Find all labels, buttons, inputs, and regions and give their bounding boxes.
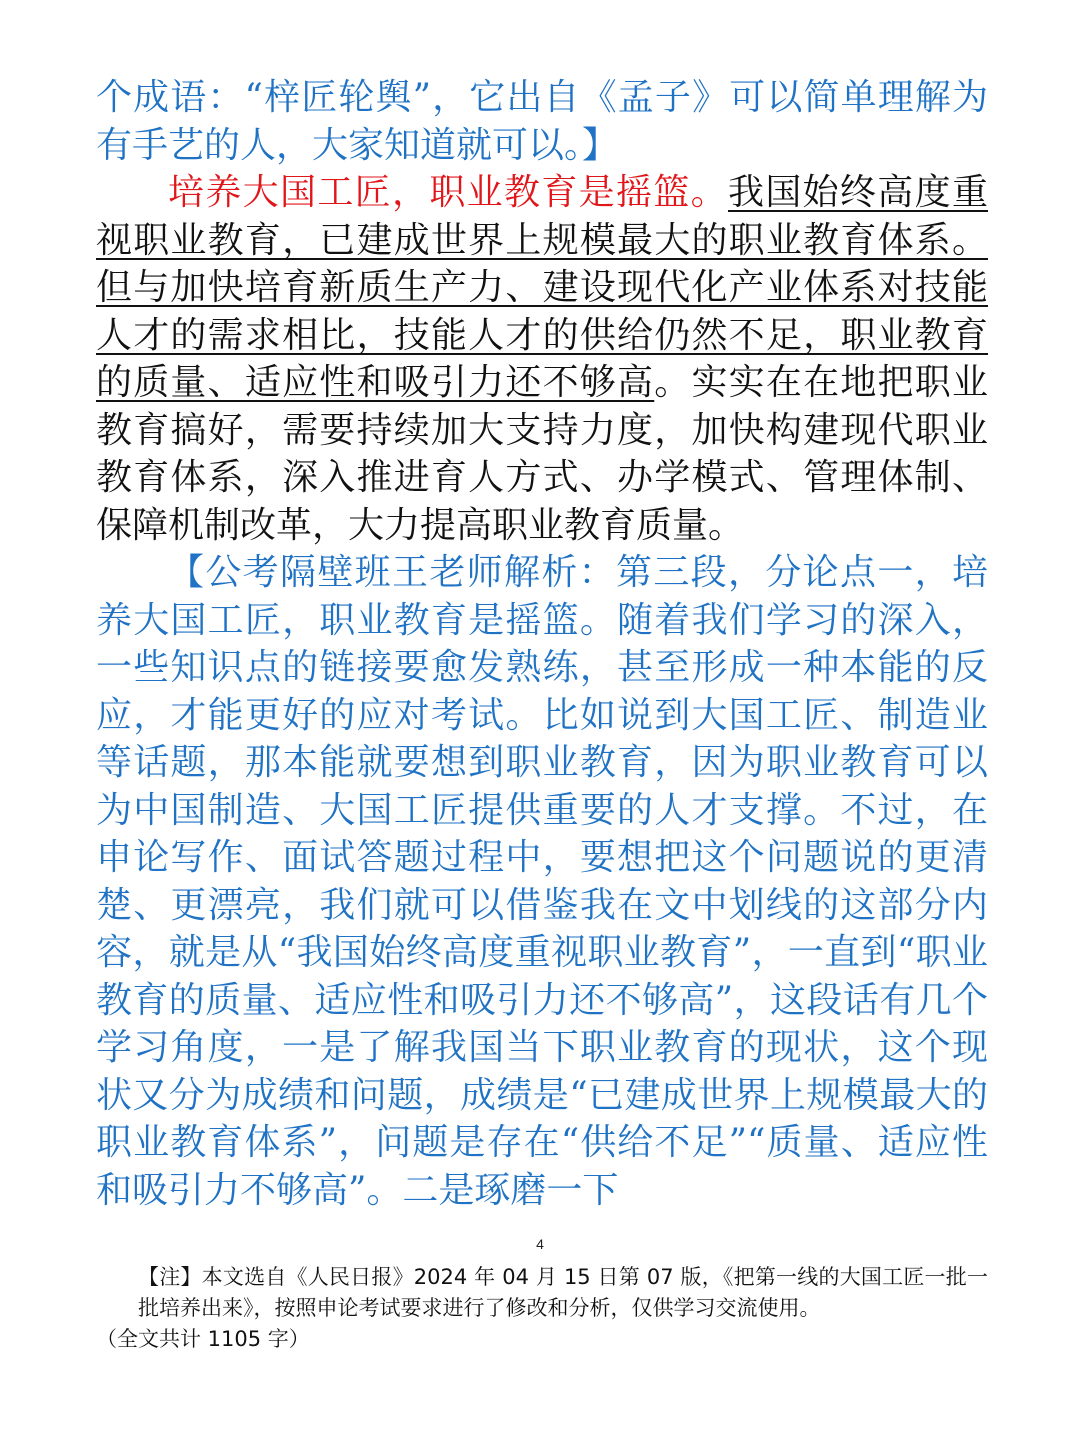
highlighted-thesis: 培养大国工匠，职业教育是摇篮。 [168, 172, 728, 213]
commentary-paragraph-continued: 个成语：“梓匠轮舆”，它出自《孟子》可以简单理解为有手艺的人，大家知道就可以。】 [96, 77, 988, 166]
document-page [96, 74, 988, 1214]
body-paragraph [96, 169, 988, 549]
commentary-paragraph: 【公考隔壁班王老师解析：第三段，分论点一，培养大国工匠，职业教育是摇篮。随着我们学习的深入，一些知识点的链接要愈发熟练，甚至形成一种本能的反应，才能更好的应对考试。比如说到大国工匠、制造业等话题，那本能就要想到职业教育，因为职业教育可以为中国制造、大国工匠提供重要的人才支撑。不过，在申论写作、面试答题过程中，要想把这个问题说的更清楚、更漂亮，我们就可以借鉴我在文中划线的这部分内容，就是从“我国始终高度重视职业教育”，一直到“职业教育的质量、适应性和吸引力还不够高”，这段话有几个学习角度，一是了解我国当下职业教育的现状，这个现状又分为成绩和问题，成绩是“已建成世界上规模最大的职业教育体系”，问题是存在“供给不足”“质量、适应性和吸引力不够高”。二是琢磨一下 [96, 552, 988, 1211]
footnote-source: 【注】本文选自《人民日报》2024 年 04 月 15 日第 07 版，《把第一线的大国工匠一批一批培养出来》，按照申论考试要求进行了修改和分析，仅供学习交流使用。 [138, 1265, 988, 1320]
footnote [96, 1262, 988, 1355]
body-text: 。实实在在地把职业教育搞好，需要持续加大支持力度，加快构建现代职业教育体系，深入推进育人方式、办学模式、管理体制、保障机制改革，大力提高职业教育质量。 [96, 362, 988, 546]
footnote-wordcount: （全文共计 1105 字） [96, 1327, 310, 1351]
underlined-passage: 我国始终高度重视职业教育，已建成世界上规模最大的职业教育体系。但与加快培育新质生产力、建设现代化产业体系对技能人才的需求相比，技能人才的供给仍然不足，职业教育的质量、适应性和吸引力还不够高 [96, 172, 988, 403]
page-number: 4 [536, 1236, 544, 1252]
